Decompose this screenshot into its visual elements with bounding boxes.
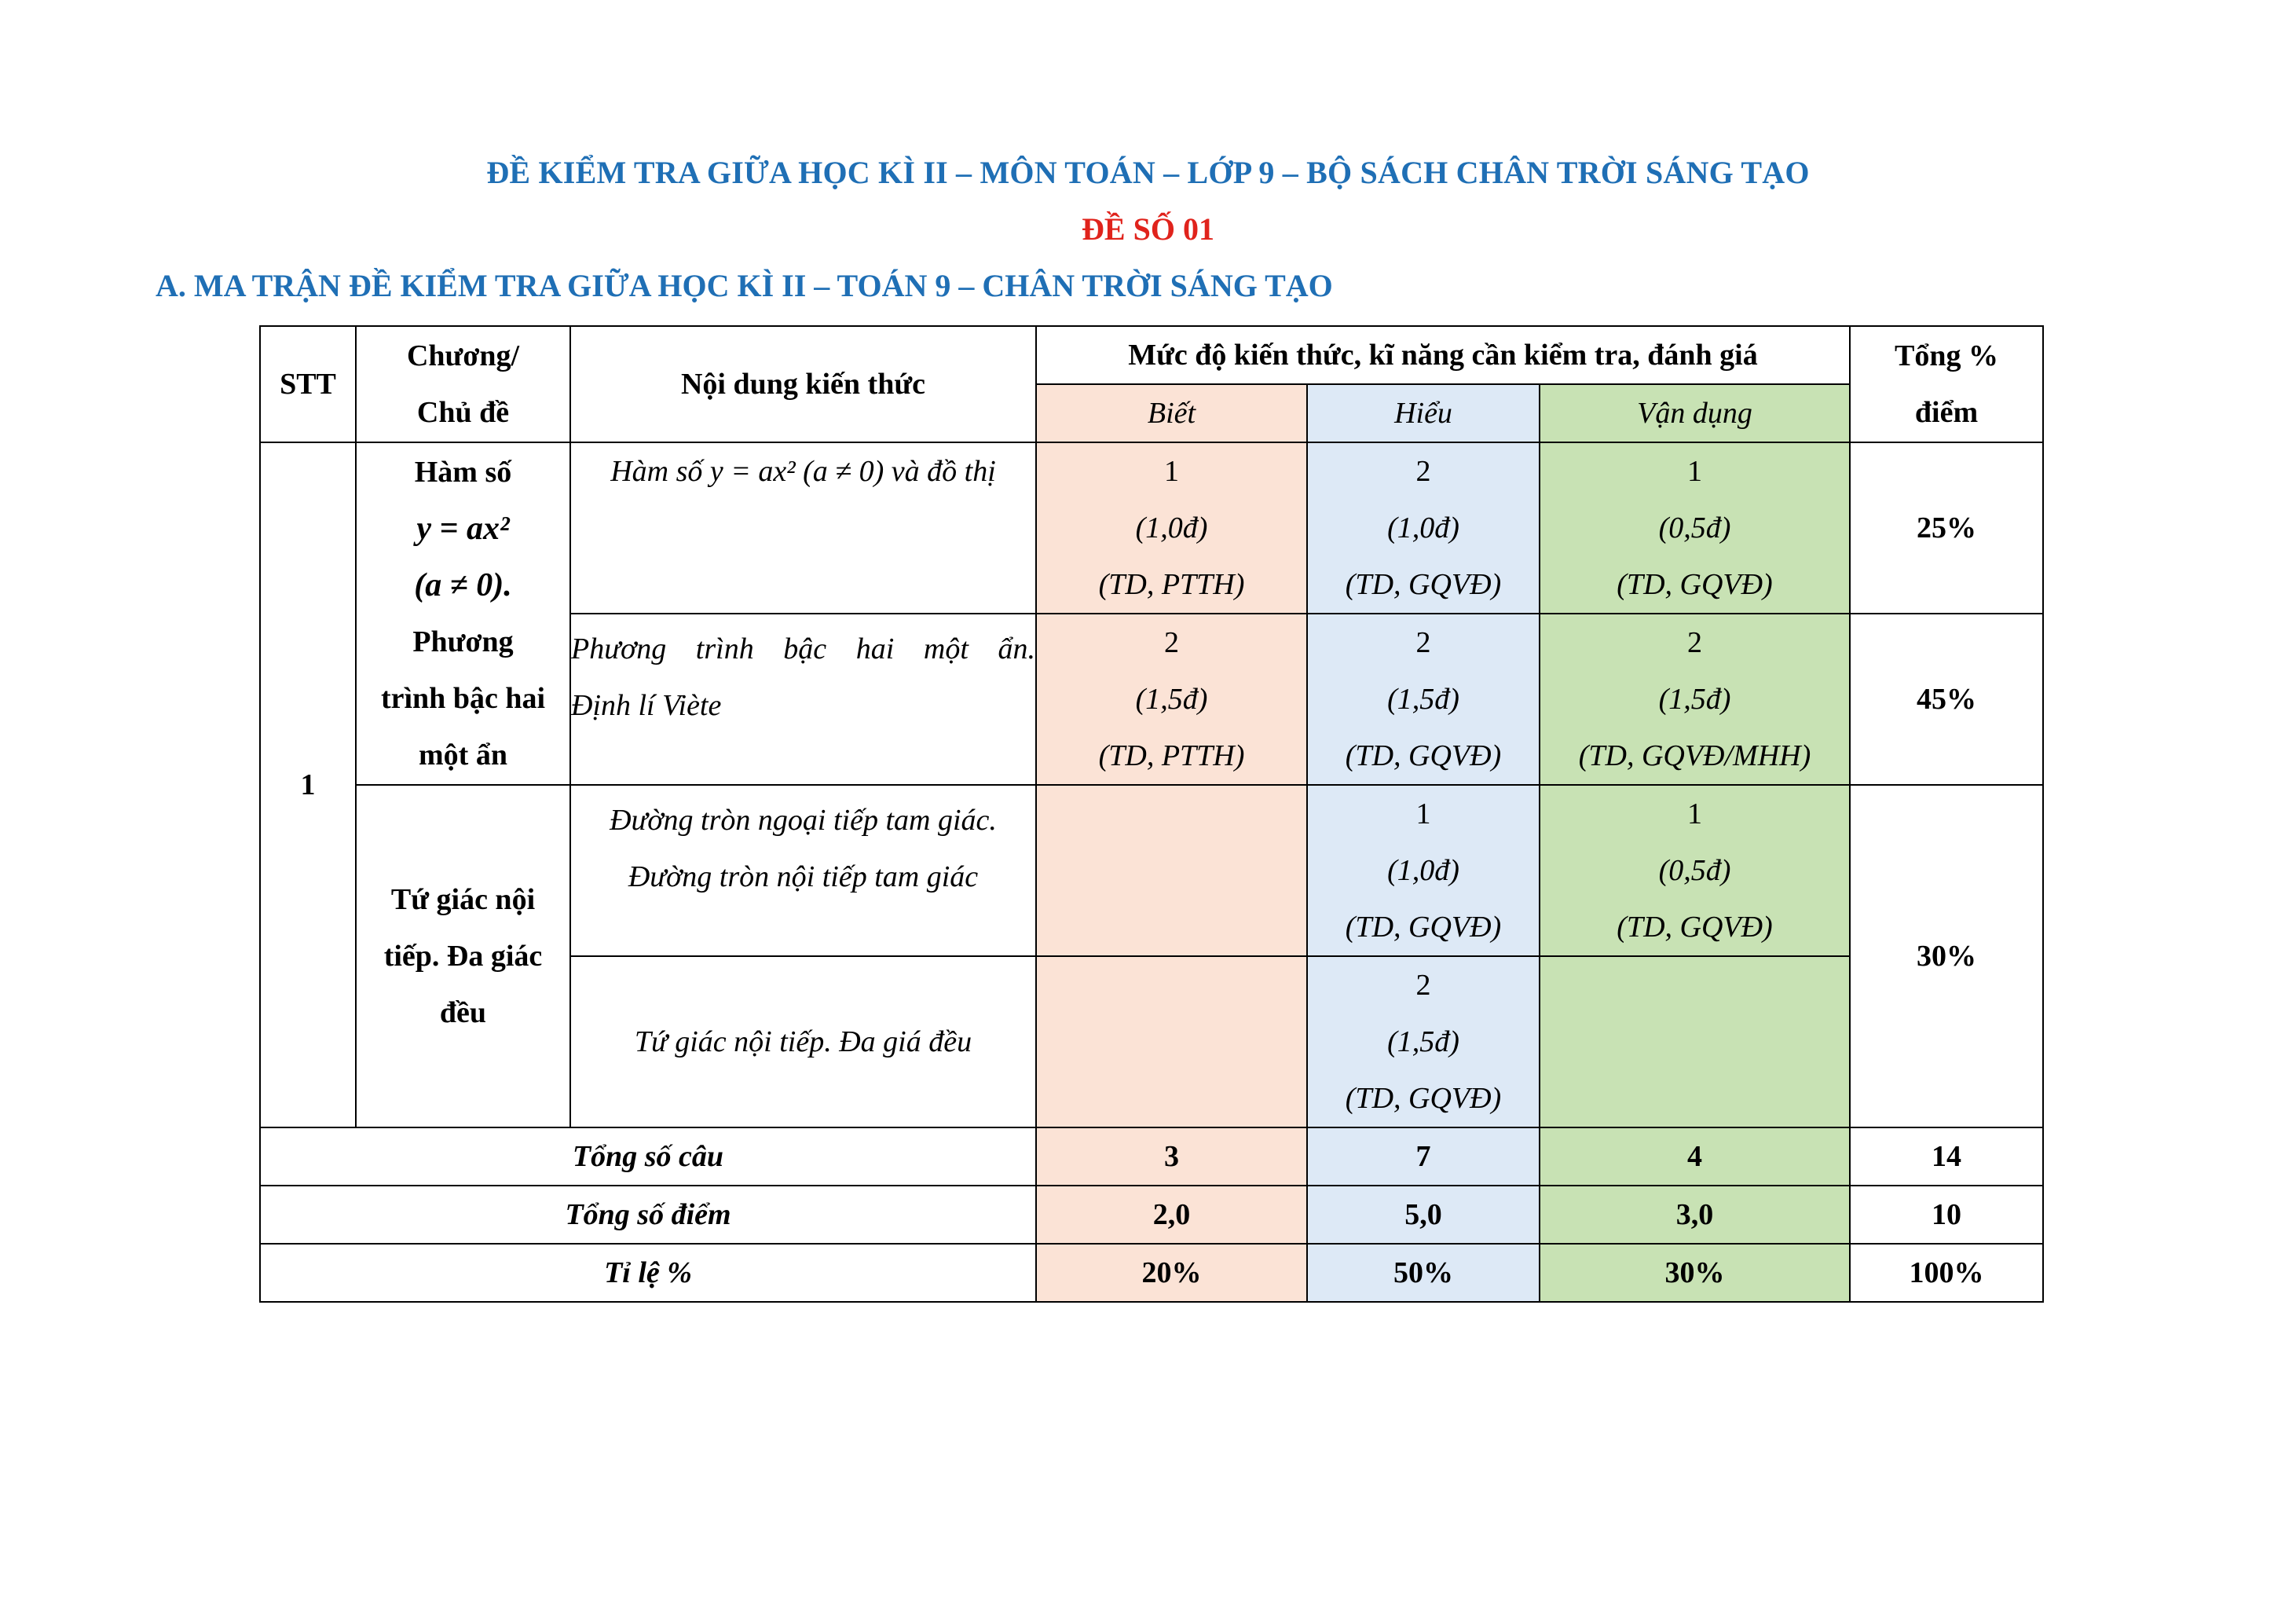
chapter-cell-2 — [356, 785, 570, 1127]
header-chapter-line2: Chủ đề — [416, 396, 510, 429]
skills: (TD, GQVĐ) — [1345, 739, 1502, 772]
van-dung-cell-empty — [1540, 956, 1850, 1127]
van-dung-cell — [1540, 614, 1850, 785]
count: 1 — [1687, 797, 1702, 830]
header-total-line1: Tổng % — [1895, 339, 1998, 372]
summary-biet: 20% — [1036, 1244, 1307, 1302]
exam-matrix-table — [259, 325, 2044, 1303]
biet-cell — [1036, 614, 1307, 785]
skills: (TD, PTTH) — [1098, 739, 1245, 772]
chapter1-line6: một ẩn — [419, 739, 507, 772]
points: (0,5đ) — [1658, 511, 1731, 544]
header-content: Nội dung kiến thức — [570, 326, 1036, 442]
total-percent: 30% — [1850, 785, 2043, 1127]
summary-biet: 3 — [1036, 1127, 1307, 1186]
count: 2 — [1164, 626, 1179, 659]
content-line1: Phương trình bậc hai một ẩn. — [571, 632, 1035, 665]
summary-van-dung: 3,0 — [1540, 1186, 1850, 1244]
header-hieu: Hiểu — [1307, 384, 1540, 442]
count: 1 — [1415, 797, 1431, 830]
points: (0,5đ) — [1658, 854, 1731, 887]
chapter1-line4: Phương — [412, 625, 514, 658]
document-title: ĐỀ KIỂM TRA GIỮA HỌC KÌ II – MÔN TOÁN – LỚP 9 – BỘ SÁCH CHÂN TRỜI SÁNG TẠO — [486, 155, 1810, 190]
exam-number: ĐỀ SỐ 01 — [1082, 211, 1214, 247]
total-percent: 25% — [1850, 442, 2043, 614]
summary-label: Tỉ lệ % — [260, 1244, 1036, 1302]
summary-hieu: 7 — [1307, 1127, 1540, 1186]
stt-cell: 1 — [260, 442, 356, 1127]
skills: (TD, GQVĐ) — [1345, 1082, 1502, 1115]
points: (1,5đ) — [1387, 1025, 1459, 1058]
biet-cell — [1036, 442, 1307, 614]
summary-label: Tổng số điểm — [260, 1186, 1036, 1244]
header-chapter-line1: Chương/ — [406, 339, 520, 372]
biet-cell-empty — [1036, 956, 1307, 1127]
skills: (TD, GQVĐ) — [1345, 911, 1502, 944]
chapter2-line1: Tứ giác nội — [390, 883, 536, 916]
skills: (TD, GQVĐ/MHH) — [1578, 739, 1811, 772]
summary-biet: 2,0 — [1036, 1186, 1307, 1244]
content-text: Tứ giác nội tiếp. Đa giá đều — [634, 1025, 972, 1058]
chapter-cell-1 — [356, 442, 570, 785]
summary-label: Tổng số câu — [260, 1127, 1036, 1186]
skills: (TD, GQVĐ) — [1617, 568, 1773, 601]
chapter1-line1: Hàm số — [414, 456, 512, 489]
points: (1,5đ) — [1387, 683, 1459, 716]
chapter2-line2: tiếp. Đa giác — [383, 940, 543, 973]
van-dung-cell — [1540, 442, 1850, 614]
summary-total: 10 — [1850, 1186, 2043, 1244]
section-heading: A. MA TRẬN ĐỀ KIỂM TRA GIỮA HỌC KÌ II – TOÁN 9 – CHÂN TRỜI SÁNG TẠO — [156, 268, 1333, 303]
summary-row-ratio — [260, 1244, 2043, 1302]
header-level: Mức độ kiến thức, kĩ năng cần kiểm tra, đánh giá — [1036, 326, 1850, 384]
points: (1,5đ) — [1135, 683, 1208, 716]
skills: (TD, GQVĐ) — [1617, 911, 1773, 944]
points: (1,0đ) — [1135, 511, 1208, 544]
header-chapter — [356, 326, 570, 442]
table-row — [260, 785, 2043, 956]
table-row — [260, 442, 2043, 614]
content-cell — [570, 614, 1036, 785]
van-dung-cell — [1540, 785, 1850, 956]
content-line2: Đường tròn nội tiếp tam giác — [628, 860, 979, 893]
header-total — [1850, 326, 2043, 442]
count: 1 — [1164, 455, 1179, 488]
header-stt: STT — [260, 326, 356, 442]
total-percent: 45% — [1850, 614, 2043, 785]
biet-cell-empty — [1036, 785, 1307, 956]
chapter1-line5: trình bậc hai — [380, 682, 546, 715]
content-line2: Định lí Viète — [571, 689, 722, 722]
summary-row-questions — [260, 1127, 2043, 1186]
count: 2 — [1687, 626, 1702, 659]
skills: (TD, PTTH) — [1098, 568, 1245, 601]
content-cell — [570, 785, 1036, 956]
summary-total: 14 — [1850, 1127, 2043, 1186]
summary-van-dung: 4 — [1540, 1127, 1850, 1186]
count: 1 — [1687, 455, 1702, 488]
hieu-cell — [1307, 956, 1540, 1127]
content-line1: Đường tròn ngoại tiếp tam giác. — [610, 804, 997, 837]
summary-hieu: 5,0 — [1307, 1186, 1540, 1244]
count: 2 — [1415, 969, 1431, 1002]
summary-row-points — [260, 1186, 2043, 1244]
content-cell — [570, 956, 1036, 1127]
count: 2 — [1415, 626, 1431, 659]
content-cell — [570, 442, 1036, 614]
summary-van-dung: 30% — [1540, 1244, 1850, 1302]
chapter2-line3: đều — [439, 996, 487, 1029]
points: (1,0đ) — [1387, 511, 1459, 544]
summary-hieu: 50% — [1307, 1244, 1540, 1302]
header-biet: Biết — [1036, 384, 1307, 442]
count: 2 — [1415, 455, 1431, 488]
points: (1,5đ) — [1658, 683, 1731, 716]
points: (1,0đ) — [1387, 854, 1459, 887]
hieu-cell — [1307, 785, 1540, 956]
hieu-cell — [1307, 614, 1540, 785]
header-row-1 — [260, 326, 2043, 384]
header-van-dung: Vận dụng — [1540, 384, 1850, 442]
header-total-line2: điểm — [1914, 396, 1979, 429]
summary-total: 100% — [1850, 1244, 2043, 1302]
chapter1-formula1: y = ax² — [416, 511, 510, 547]
chapter1-formula2: (a ≠ 0). — [414, 567, 512, 603]
hieu-cell — [1307, 442, 1540, 614]
skills: (TD, GQVĐ) — [1345, 568, 1502, 601]
content-text: Hàm số y = ax² (a ≠ 0) và đồ thị — [610, 455, 996, 488]
